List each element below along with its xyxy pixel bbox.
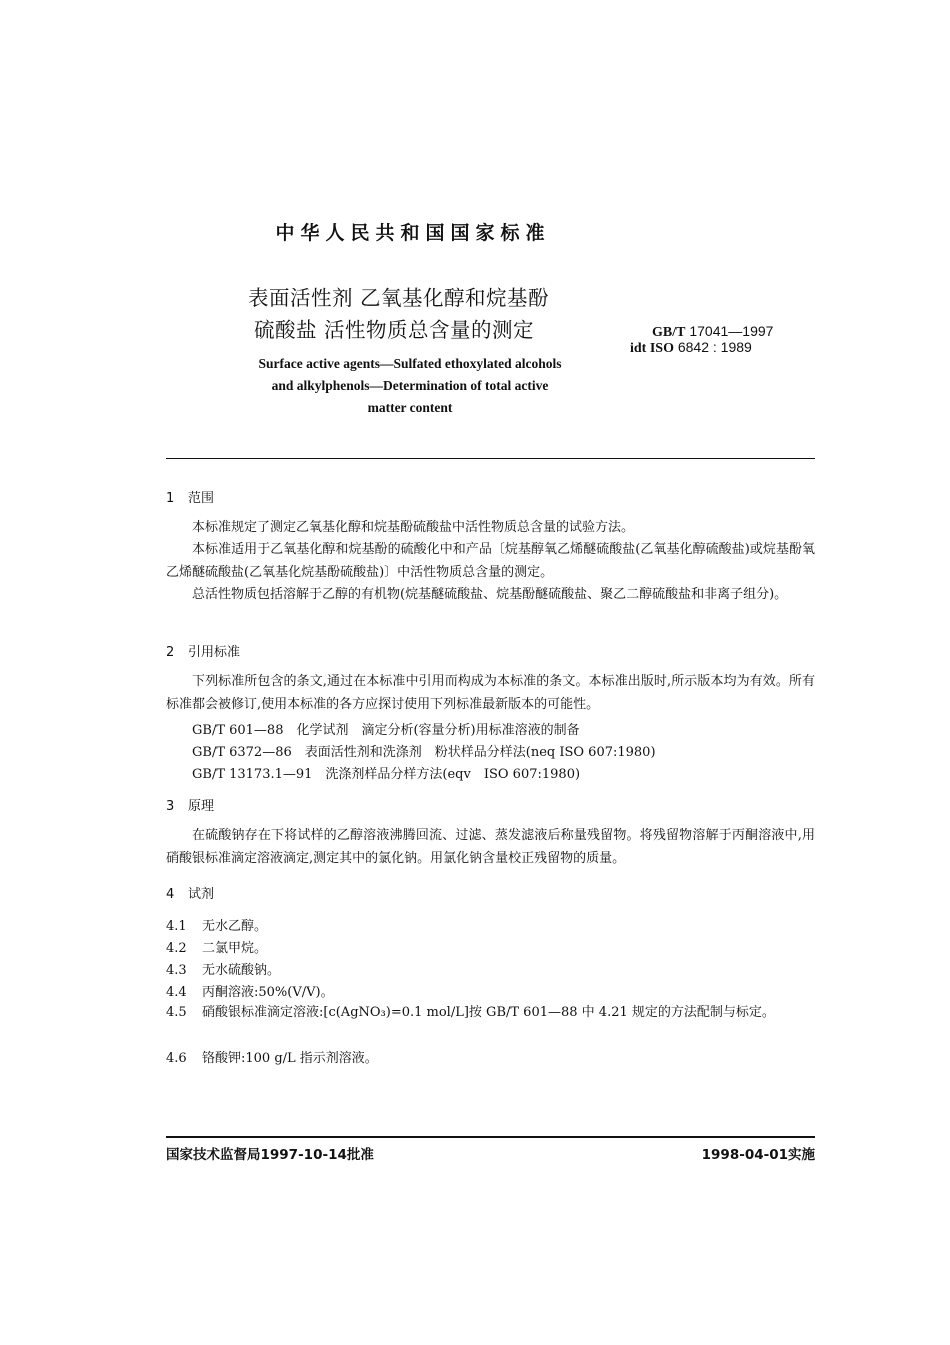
section-4-number: 4 — [166, 887, 175, 902]
reagent-number: 4.6 — [166, 1051, 187, 1066]
reference-1: GB/T 601—88 化学试剂 滴定分析(容量分析)用标准溶液的制备 — [192, 723, 580, 738]
reagent-item — [166, 915, 267, 934]
reagent-number: 4.4 — [166, 985, 187, 1000]
reagent-text: 无水硫酸钠。 — [202, 963, 281, 978]
reference-3: GB/T 13173.1—91 洗涤剂样品分样方法(eqv ISO 607:1980) — [192, 767, 581, 782]
idt-code-number: 6842 : 1989 — [677, 339, 752, 355]
implementation-date: 1998-04-01实施 — [701, 1147, 815, 1163]
title-en-line1: Surface active agents—Sulfated ethoxylated alcohols — [258, 356, 562, 371]
reagent-text: 铬酸钾:100 g/L 指示剂溶液。 — [202, 1051, 378, 1066]
reagent-number: 4.1 — [166, 919, 187, 934]
section-2-number: 2 — [166, 645, 175, 660]
reagent-item — [166, 1047, 378, 1066]
section-1-title: 范围 — [188, 491, 215, 506]
header-divider — [166, 458, 815, 459]
title-cn-line2: 硫酸盐 活性物质总含量的测定 — [254, 318, 535, 342]
section-2-paragraph-1: 下列标准所包含的条文,通过在本标准中引用而构成为本标准的条文。本标准出版时,所示版本均为有效。所有标准都会被修订,使用本标准的各方应探讨使用下列标准最新版本的可能性。 — [166, 674, 815, 712]
section-1-number: 1 — [166, 491, 175, 506]
idt-code-prefix: idt ISO — [630, 341, 674, 356]
reagent-text: 丙酮溶液:50%(V/V)。 — [202, 985, 334, 1000]
standard-code-prefix: GB/T — [652, 325, 686, 340]
approval-date: 国家技术监督局1997-10-14批准 — [166, 1147, 374, 1163]
section-4-title: 试剂 — [188, 887, 215, 902]
section-3-paragraph-1: 在硫酸钠存在下将试样的乙醇溶液沸腾回流、过滤、蒸发滤液后称量残留物。将残留物溶解于丙酮溶液中,用硝酸银标准滴定溶液滴定,测定其中的氯化钠。用氯化钠含量校正残留物的质量。 — [166, 828, 815, 866]
national-standard-heading: 中华人民共和国国家标准 — [275, 222, 551, 244]
reagent-item — [166, 937, 267, 956]
reagent-number: 4.3 — [166, 963, 187, 978]
footer-divider — [166, 1136, 815, 1138]
reagent-text: 二氯甲烷。 — [202, 941, 268, 956]
section-2-heading — [166, 641, 240, 660]
reagent-text: 硝酸银标准滴定溶液:[c(AgNO₃)=0.1 mol/L]按 GB/T 601—88 中 4.21 规定的方法配制与标定。 — [202, 1005, 775, 1020]
section-3-number: 3 — [166, 799, 175, 814]
section-4-heading — [166, 883, 214, 902]
section-2-title: 引用标准 — [188, 645, 241, 660]
section-1-paragraph-2: 本标准适用于乙氧基化醇和烷基酚的硫酸化中和产品〔烷基醇氧乙烯醚硫酸盐(乙氧基化醇硫酸盐)或烷基酚氧乙烯醚硫酸盐(乙氧基化烷基酚硫酸盐)〕中活性物质总含量的测定。 — [166, 542, 815, 580]
section-3-title: 原理 — [188, 799, 215, 814]
title-cn-line1: 表面活性剂 乙氧基化醇和烷基酚 — [248, 286, 550, 310]
reagent-item — [166, 959, 280, 978]
section-1-paragraph-3: 总活性物质包括溶解于乙醇的有机物(烷基醚硫酸盐、烷基酚醚硫酸盐、聚乙二醇硫酸盐和非离子组分)。 — [192, 587, 788, 602]
reagent-item — [166, 1002, 815, 1025]
title-en-line2: and alkylphenols—Determination of total active — [271, 378, 549, 393]
reagent-item — [166, 981, 334, 1000]
idt-code — [630, 339, 752, 357]
reagent-text: 无水乙醇。 — [202, 919, 268, 934]
section-3-heading — [166, 795, 214, 814]
reference-2: GB/T 6372—86 表面活性剂和洗涤剂 粉状样品分样法(neq ISO 607:1980) — [192, 745, 656, 760]
reagent-number: 4.5 — [166, 1005, 187, 1020]
section-1-heading — [166, 487, 214, 506]
standard-code-number: 17041—1997 — [689, 323, 774, 339]
title-en-line3: matter content — [367, 400, 453, 415]
reagent-number: 4.2 — [166, 941, 187, 956]
section-1-paragraph-1: 本标准规定了测定乙氧基化醇和烷基酚硫酸盐中活性物质总含量的试验方法。 — [192, 520, 635, 535]
